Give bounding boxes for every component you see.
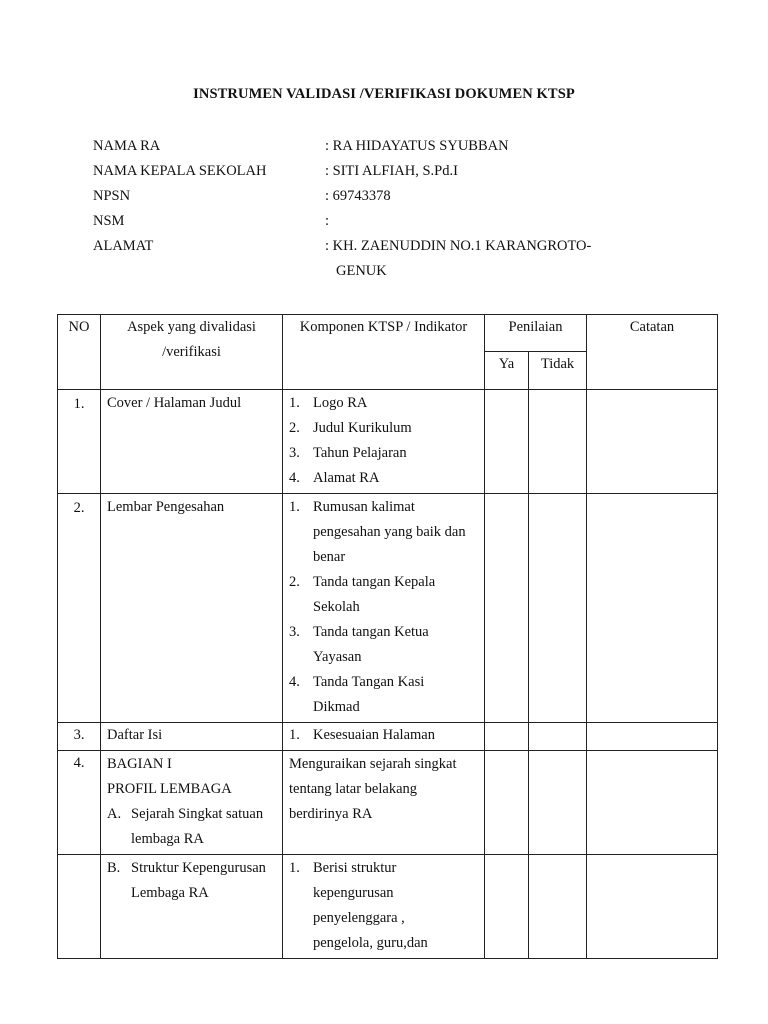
info-label: ALAMAT: [93, 238, 154, 254]
row-komponen: [283, 390, 485, 494]
info-value: :: [325, 213, 330, 229]
aspek-sub-item: B. Struktur Kepengurusan Lembaga RA: [107, 860, 266, 901]
cell-ya: [485, 751, 529, 855]
info-value: : RA HIDAYATUS SYUBBAN: [325, 138, 509, 154]
info-label: NPSN: [93, 188, 131, 204]
cell-catatan: [587, 494, 718, 723]
info-label: NAMA RA: [93, 138, 161, 154]
header-penilaian: Penilaian: [485, 315, 587, 352]
row-komponen: Menguraikan sejarah singkat tentang latar belakang berdirinya RA: [283, 751, 485, 855]
aspek-sub-item: A. Sejarah Singkat satuan lembaga RA: [107, 806, 264, 847]
row-komponen: [283, 494, 485, 723]
table-row: [58, 751, 718, 855]
document-title: INSTRUMEN VALIDASI /VERIFIKASI DOKUMEN KTSP: [193, 86, 575, 102]
info-value: : KH. ZAENUDDIN NO.1 KARANGROTO-: [325, 238, 592, 254]
row-no: [58, 855, 101, 959]
header-aspek: [101, 315, 283, 390]
header-tidak: Tidak: [529, 352, 587, 390]
validation-table: [57, 314, 718, 959]
row-no: 2.: [58, 494, 101, 723]
header-komponen: Komponen KTSP / Indikator: [283, 315, 485, 390]
table-row: [58, 855, 718, 959]
info-value: : 69743378: [325, 188, 391, 204]
cell-catatan: [587, 855, 718, 959]
cell-tidak: [529, 723, 587, 751]
row-aspek: BAGIAN I PROFIL LEMBAGA A. Sejarah Singkat satuan lembaga RA: [101, 751, 283, 855]
cell-catatan: [587, 751, 718, 855]
row-no: 1.: [58, 390, 101, 494]
header-ya: Ya: [485, 352, 529, 390]
header-aspek-line2: /verifikasi: [162, 344, 221, 360]
table-header-row: [58, 315, 718, 352]
table-row: [58, 390, 718, 494]
cell-ya: [485, 723, 529, 751]
info-label: NSM: [93, 213, 125, 229]
row-aspek: [101, 855, 283, 959]
row-komponen: [283, 723, 485, 751]
cell-ya: [485, 855, 529, 959]
info-value-cont: GENUK: [336, 263, 387, 279]
row-aspek: Cover / Halaman Judul: [101, 390, 283, 494]
row-komponen: [283, 855, 485, 959]
row-aspek: Lembar Pengesahan: [101, 494, 283, 723]
list-item: 1. Kesesuaian Halaman: [289, 727, 435, 743]
header-catatan: Catatan: [587, 315, 718, 390]
info-value: : SITI ALFIAH, S.Pd.I: [325, 163, 458, 179]
list-item: 1. Rumusan kalimat pengesahan yang baik dan benar: [289, 499, 466, 565]
list-item: 2. Judul Kurikulum: [289, 420, 412, 436]
cell-tidak: [529, 751, 587, 855]
list-item: 4. Alamat RA: [289, 470, 380, 486]
row-no: 3.: [58, 723, 101, 751]
cell-ya: [485, 494, 529, 723]
cell-tidak: [529, 855, 587, 959]
row-aspek: Daftar Isi: [101, 723, 283, 751]
cell-ya: [485, 390, 529, 494]
list-item: 3. Tahun Pelajaran: [289, 445, 407, 461]
cell-catatan: [587, 390, 718, 494]
table-row: [58, 723, 718, 751]
table-row: [58, 494, 718, 723]
header-aspek-line1: Aspek yang divalidasi: [127, 319, 256, 335]
row-no: 4.: [58, 751, 101, 855]
cell-tidak: [529, 494, 587, 723]
list-item: 1. Berisi struktur kepengurusan penyelenggara , pengelola, guru,dan: [289, 860, 428, 951]
list-item: 1. Logo RA: [289, 395, 368, 411]
cell-catatan: [587, 723, 718, 751]
info-label: NAMA KEPALA SEKOLAH: [93, 163, 267, 179]
cell-tidak: [529, 390, 587, 494]
list-item: 4. Tanda Tangan Kasi Dikmad: [289, 674, 425, 715]
list-item: 2. Tanda tangan Kepala Sekolah: [289, 574, 436, 615]
header-no: NO: [58, 315, 101, 390]
list-item: 3. Tanda tangan Ketua Yayasan: [289, 624, 429, 665]
